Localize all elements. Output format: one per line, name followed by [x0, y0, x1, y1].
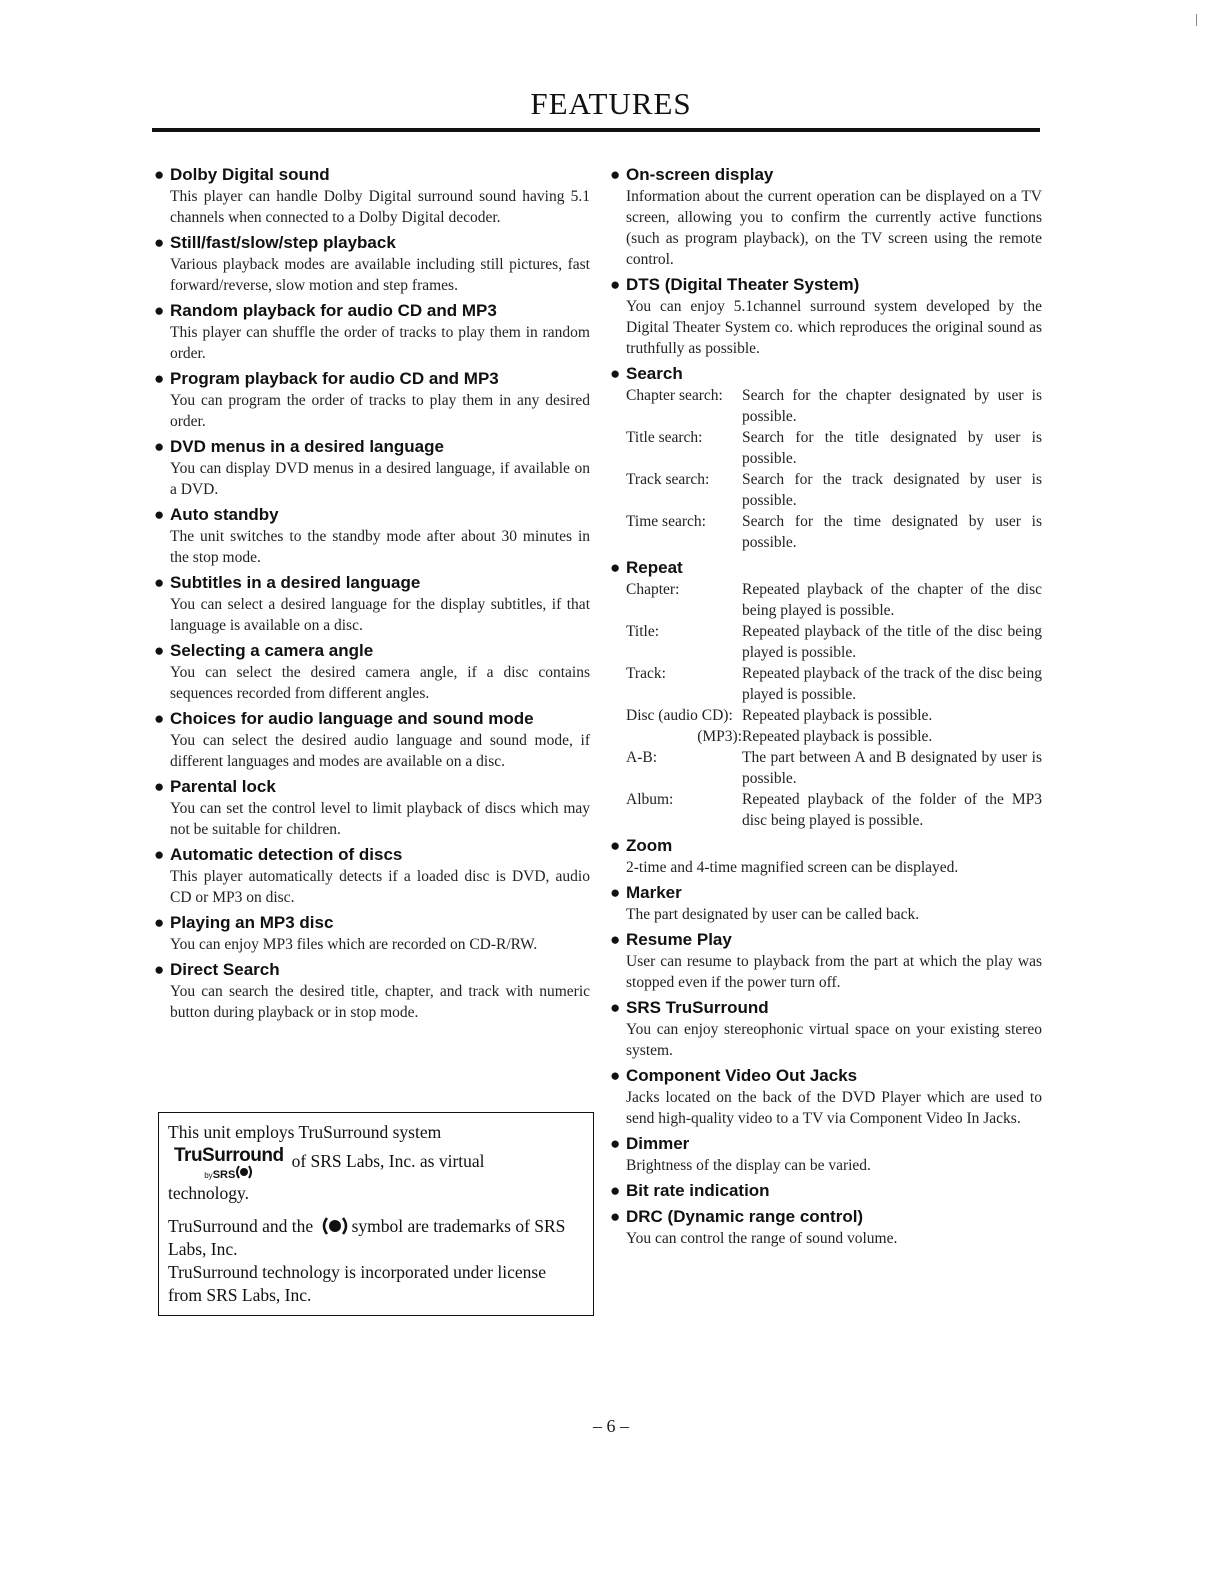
search-row — [610, 511, 1042, 553]
search-definition: Search for the track designated by user is possible. — [742, 471, 1042, 509]
feature-description: The unit switches to the standby mode after about 30 minutes in the stop mode. — [170, 528, 590, 566]
search-row — [610, 385, 1042, 427]
repeat-term: A-B: — [626, 749, 657, 766]
search-term: Track search: — [626, 471, 710, 488]
feature-title: SRS TruSurround — [626, 998, 769, 1017]
feature-dolby-digital — [154, 164, 590, 228]
title-rule — [152, 128, 1040, 132]
repeat-term: Track: — [626, 665, 666, 682]
feature-title: Playing an MP3 disc — [170, 913, 334, 932]
scan-edge-mark — [1196, 14, 1197, 26]
feature-random-playback — [154, 300, 590, 364]
feature-description: You can control the range of sound volume. — [626, 1230, 898, 1247]
feature-title: Dolby Digital sound — [170, 165, 330, 184]
feature-title: On-screen display — [626, 165, 774, 184]
repeat-term: Title: — [626, 623, 660, 640]
feature-marker — [610, 882, 1042, 925]
bullet-icon: ● — [154, 301, 165, 320]
feature-title: Resume Play — [626, 930, 732, 949]
bullet-icon: ● — [154, 437, 165, 456]
search-term: Chapter search: — [626, 387, 723, 404]
feature-direct-search — [154, 959, 590, 1023]
feature-description: You can enjoy MP3 files which are recorded on CD-R/RW. — [170, 936, 538, 953]
notice-line: This unit employs TruSurround system — [168, 1122, 442, 1142]
feature-bit-rate — [610, 1180, 1042, 1202]
bullet-icon: ● — [154, 709, 165, 728]
repeat-term: Chapter: — [626, 581, 680, 598]
bullet-icon: ● — [610, 1134, 621, 1153]
feature-title: Marker — [626, 883, 682, 902]
repeat-definition: Repeated playback of the track of the disc being played is possible. — [742, 665, 1042, 703]
bullet-icon: ● — [154, 913, 165, 932]
search-row — [610, 427, 1042, 469]
repeat-row — [610, 789, 1042, 831]
repeat-definition: Repeated playback of the chapter of the disc being played is possible. — [742, 581, 1042, 619]
feature-title: Search — [626, 364, 683, 383]
feature-description: The part designated by user can be called back. — [626, 906, 920, 923]
bullet-icon: ● — [610, 930, 621, 949]
notice-line: technology. — [168, 1183, 249, 1203]
feature-dts — [610, 274, 1042, 359]
bullet-icon: ● — [154, 641, 165, 660]
trusurround-logo-text: TruSurround — [174, 1145, 284, 1166]
feature-description: You can program the order of tracks to play them in any desired order. — [170, 392, 590, 430]
feature-description: This player automatically detects if a loaded disc is DVD, audio CD or MP3 on disc. — [170, 868, 590, 906]
feature-title: Component Video Out Jacks — [626, 1066, 858, 1085]
feature-description: You can select a desired language for the display subtitles, if that language is available on a disc. — [170, 596, 590, 634]
feature-description: You can enjoy 5.1channel surround system developed by the Digital Theater System co. which reproduces the original sound as truthfully as possible. — [626, 298, 1042, 357]
repeat-term: Album: — [626, 791, 674, 808]
bullet-icon: ● — [154, 573, 165, 592]
feature-description: 2-time and 4-time magnified screen can be displayed. — [626, 859, 959, 876]
repeat-row — [610, 705, 1042, 726]
bullet-icon: ● — [154, 505, 165, 524]
trusurround-logo — [174, 1146, 284, 1182]
feature-description: User can resume to playback from the part at which the play was stopped even if the power turn off. — [626, 953, 1042, 991]
bullet-icon: ● — [154, 845, 165, 864]
bullet-icon: ● — [154, 369, 165, 388]
feature-automatic-detection — [154, 844, 590, 908]
feature-title: Automatic detection of discs — [170, 845, 403, 864]
repeat-definition: The part between A and B designated by user is possible. — [742, 749, 1042, 787]
feature-search — [610, 363, 1042, 553]
repeat-row — [610, 579, 1042, 621]
feature-drc — [610, 1206, 1042, 1249]
bullet-icon: ● — [610, 165, 621, 184]
feature-still-fast-slow-step — [154, 232, 590, 296]
bullet-icon: ● — [610, 1066, 621, 1085]
search-definition: Search for the title designated by user is possible. — [742, 429, 1042, 467]
page-number: – 6 – — [593, 1416, 629, 1436]
bullet-icon: ● — [154, 777, 165, 796]
srs-logo-icon — [235, 1165, 253, 1179]
feature-description: You can select the desired camera angle, if a disc contains sequences recorded from different angles. — [170, 664, 590, 702]
feature-srs-trusurround — [610, 997, 1042, 1061]
repeat-term: (MP3): — [697, 728, 742, 745]
notice-license-text: TruSurround technology is incorporated under license from SRS Labs, Inc. — [168, 1262, 546, 1305]
bullet-icon: ● — [610, 883, 621, 902]
feature-description: This player can handle Dolby Digital surround sound having 5.1 channels when connected to a Dolby Digital decoder. — [170, 188, 590, 226]
feature-description: You can search the desired title, chapter, and track with numeric button during playback or in stop mode. — [170, 983, 590, 1021]
feature-title: Program playback for audio CD and MP3 — [170, 369, 499, 388]
feature-title: Bit rate indication — [626, 1181, 770, 1200]
notice-line: of SRS Labs, Inc. as virtual — [291, 1151, 485, 1171]
feature-description: You can set the control level to limit playback of discs which may not be suitable for children. — [170, 800, 590, 838]
feature-title: DVD menus in a desired language — [170, 437, 444, 456]
feature-subtitles-language — [154, 572, 590, 636]
search-term: Title search: — [626, 429, 703, 446]
feature-title: DRC (Dynamic range control) — [626, 1207, 864, 1226]
feature-title: Dimmer — [626, 1134, 690, 1153]
bullet-icon: ● — [610, 275, 621, 294]
feature-description: Jacks located on the back of the DVD Player which are used to send high-quality video to a TV via Component Video In Jacks. — [626, 1089, 1042, 1127]
feature-title: Selecting a camera angle — [170, 641, 374, 660]
right-column — [610, 164, 1042, 1253]
repeat-row — [610, 663, 1042, 705]
feature-camera-angle — [154, 640, 590, 704]
bullet-icon: ● — [610, 836, 621, 855]
feature-title: Auto standby — [170, 505, 279, 524]
feature-repeat — [610, 557, 1042, 831]
feature-resume-play — [610, 929, 1042, 993]
notice-trademark-text: symbol are trademarks of SRS Labs, Inc. — [168, 1216, 566, 1259]
search-definition: Search for the time designated by user is possible. — [742, 513, 1042, 551]
bullet-icon: ● — [610, 364, 621, 383]
repeat-definition: Repeated playback of the title of the disc being played is possible. — [742, 623, 1042, 661]
feature-title: Repeat — [626, 558, 683, 577]
feature-component-video-out — [610, 1065, 1042, 1129]
feature-description: You can display DVD menus in a desired language, if available on a DVD. — [170, 460, 590, 498]
search-row — [610, 469, 1042, 511]
feature-title: DTS (Digital Theater System) — [626, 275, 860, 294]
bullet-icon: ● — [154, 165, 165, 184]
feature-auto-standby — [154, 504, 590, 568]
bullet-icon: ● — [610, 998, 621, 1017]
search-definition: Search for the chapter designated by user is possible. — [742, 387, 1042, 425]
logo-srs-text: SRS — [212, 1169, 236, 1181]
feature-title: Direct Search — [170, 960, 280, 979]
repeat-row — [610, 747, 1042, 789]
left-column — [154, 164, 590, 1027]
bullet-icon: ● — [154, 960, 165, 979]
feature-program-playback — [154, 368, 590, 432]
feature-description: Various playback modes are available including still pictures, fast forward/reverse, slow motion and step frames. — [170, 256, 590, 294]
repeat-definition: Repeated playback is possible. — [742, 728, 933, 745]
feature-description: You can enjoy stereophonic virtual space on your existing stereo system. — [626, 1021, 1042, 1059]
bullet-icon: ● — [610, 558, 621, 577]
feature-parental-lock — [154, 776, 590, 840]
feature-title: Still/fast/slow/step playback — [170, 233, 396, 252]
repeat-definition: Repeated playback is possible. — [742, 707, 933, 724]
bullet-icon: ● — [610, 1181, 621, 1200]
repeat-row — [610, 621, 1042, 663]
feature-playing-mp3 — [154, 912, 590, 955]
repeat-term: Disc (audio CD): — [626, 707, 733, 724]
page-title: FEATURES — [530, 86, 692, 121]
srs-symbol-icon — [320, 1216, 350, 1236]
feature-title: Choices for audio language and sound mode — [170, 709, 534, 728]
feature-title: Random playback for audio CD and MP3 — [170, 301, 497, 320]
repeat-row — [610, 726, 1042, 747]
feature-title: Subtitles in a desired language — [170, 573, 421, 592]
feature-title: Parental lock — [170, 777, 276, 796]
feature-dimmer — [610, 1133, 1042, 1176]
logo-by-text: by — [204, 1171, 213, 1180]
feature-onscreen-display — [610, 164, 1042, 270]
repeat-definition: Repeated playback of the folder of the MP3 disc being played is possible. — [742, 791, 1042, 829]
bullet-icon: ● — [154, 233, 165, 252]
notice-trademark-text: TruSurround and the — [168, 1216, 314, 1236]
feature-title: Zoom — [626, 836, 673, 855]
feature-audio-language-sound-mode — [154, 708, 590, 772]
feature-description: You can select the desired audio language and sound mode, if different languages and modes are available on a disc. — [170, 732, 590, 770]
feature-description: Information about the current operation can be displayed on a TV screen, allowing you to confirm the currently active functions (such as program playback), on the TV screen using the remote control. — [626, 188, 1042, 268]
feature-description: Brightness of the display can be varied. — [626, 1157, 871, 1174]
trusurround-notice-box — [158, 1112, 594, 1316]
feature-zoom — [610, 835, 1042, 878]
feature-dvd-menus-language — [154, 436, 590, 500]
search-term: Time search: — [626, 513, 706, 530]
feature-description: This player can shuffle the order of tracks to play them in random order. — [170, 324, 590, 362]
bullet-icon: ● — [610, 1207, 621, 1226]
